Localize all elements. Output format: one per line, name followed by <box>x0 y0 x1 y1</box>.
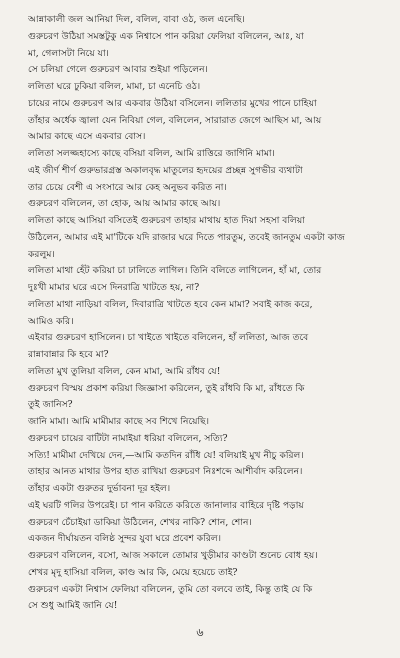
text-line: জানি মামা। আমি মামীমার কাছে সব শিখে নিয়েছি। <box>28 416 210 427</box>
text-line: তুই জানিস? <box>28 399 73 411</box>
text-line: মা, গেলাসটা নিয়ে যা। <box>28 47 109 59</box>
text-line: আন্নাকালী জল আনিয়া দিল, বলিল, বাবা ওঠ, জল এনেছি। <box>28 14 245 25</box>
text-line: গুরুচরণ একটা নিশ্বাস ফেলিয়া বলিলেন, তুমি তো বলবে তাই, কিন্তু তাই যে কি <box>28 583 313 595</box>
text-line: গুরুচরণ বলিলেন, তা হোক, আয় আমার কাছে আয়। <box>28 198 221 210</box>
text-line: একজন দীর্ঘায়তন বলিষ্ঠ সুন্দর যুবা ঘরে প্রবেশ করিল। <box>28 533 222 545</box>
text-line: সে চলিয়া গেলে গুরুচরণ আবার শুইয়া পড়িলেন। <box>28 64 208 76</box>
page-number: ৬ <box>196 626 204 639</box>
text-line: শেখর মৃদু হাসিয়া বলিল, কাণ্ড আর কি, মেয়ে হয়েচে তাই? <box>28 566 238 578</box>
text-line: ললিতা মুখ তুলিয়া বলিল, কেন মামা, আমি রাঁধব যে! <box>28 365 221 377</box>
text-line: তাহার আনত মাথার উপর হাত রাখিয়া গুরুচরণ নিঃশব্দে আশীর্বাদ করিলেন। <box>28 466 303 478</box>
text-line: সত্যি! মামীমা দেখিয়ে দেন,—আমি কতদিন রাঁধি যে! বলিয়াই মুখ নীচু করিল। <box>28 449 304 461</box>
text-line: গুরুচরণ চেঁচাইয়া ডাকিয়া উঠিলেন, শেখর নাকি? শোন, শোন। <box>28 516 252 528</box>
text-line: ললিতা মাথা নাড়িয়া বলিল, দিবারাত্রি খাটতে হবে কেন মামা? সবাই কাজ করে, <box>28 298 313 310</box>
text-line: উঠিলেন, আমার এই মা'টিকে যদি রাজার ঘরে দিতে পারতুম, তবেই জানতুম একটা কাজ <box>28 231 346 243</box>
text-line: তার চেয়ে বেশী এ সংসারে আর কেহ অনুভব করিত না। <box>28 181 227 193</box>
text-line: এই জীর্ণ শীর্ণ গুরুভারগ্রস্ত অকালবৃদ্ধ মাতুলের হৃদয়ের প্রচ্ছন্ন সুগভীর ব্যথাটা <box>28 164 303 176</box>
text-line: চায়ের নামে গুরুচরণ আর একবার উঠিয়া বসিলেন। ললিতার মুখের পানে চাহিয়া <box>28 97 317 109</box>
text-line: দুঃখী মামার ঘরে এসে দিনরাত্রি খাটতে হয়, না? <box>28 282 200 293</box>
text-line: ললিতা ঘরে ঢুকিয়া বলিল, মামা, চা এনেচি ওঠ। <box>28 81 201 92</box>
text-line: এইবার গুরুচরণ হাসিলেন। চা খাইতে খাইতে বলিলেন, হাঁ ললিতা, আজ তবে <box>28 332 309 344</box>
text-line: ললিতা কাছে আসিয়া বসিতেই গুরুচরণ তাহার মাথায় হাত দিয়া সহসা বলিয়া <box>28 215 305 226</box>
text-line: এই ঘরটি গলির উপরেই। চা পান করিতে করিতে জানালার বাহিরে দৃষ্টি পড়ায় <box>28 499 304 511</box>
text-line: গুরুচরণ বিস্ময় প্রকাশ করিয়া জিজ্ঞাসা করিলেন, তুই রাঁধবি কি মা, রাঁধতে কি <box>28 382 305 394</box>
text-line: করলুম। <box>28 248 55 260</box>
body-text <box>28 12 380 615</box>
text-line: তাঁহার অর্ধেক জ্বালা যেন নিবিয়া গেল, বলিলেন, সারারাত জেগে আছিস মা, আয় <box>28 114 322 126</box>
text-line: গুরুচরণ বলিলেন, বসো, আজ সকালে তোমার খুড়ীমার কাণ্ডটা শুনেচ বোধ হয়। <box>28 550 318 561</box>
text-line: সে শুধু আমিই জানি যে! <box>28 600 118 612</box>
text-line: ললিতা সলজ্জহাস্যে কাছে বসিয়া বলিল, আমি রাত্তিরে জাগিনি মামা। <box>28 148 275 159</box>
text-line: ললিতা মাথা হেঁট করিয়া চা ঢালিতে লাগিল। তিনি বলিতে লাগিলেন, হাঁ মা, তোর <box>28 265 322 277</box>
text-line: গুরুচরণ উঠিয়া সমস্তটুকু এক নিশ্বাসে পান করিয়া ফেলিয়া বলিলেন, আঃ, যা <box>28 30 304 42</box>
text-line: আমিও করি। <box>28 315 74 327</box>
text-line: তাঁহার একটা গুরুতর দুর্ভাবনা দূর হইল। <box>28 483 171 494</box>
text-line: রান্নাবান্নার কি হবে মা? <box>28 349 109 360</box>
text-line: আমার কাছে এসে একবার বোস। <box>28 131 146 143</box>
text-line: গুরুচরণ চায়ের বাটিটা নামাইয়া ধরিয়া বলিলেন, সত্যি? <box>28 432 228 444</box>
